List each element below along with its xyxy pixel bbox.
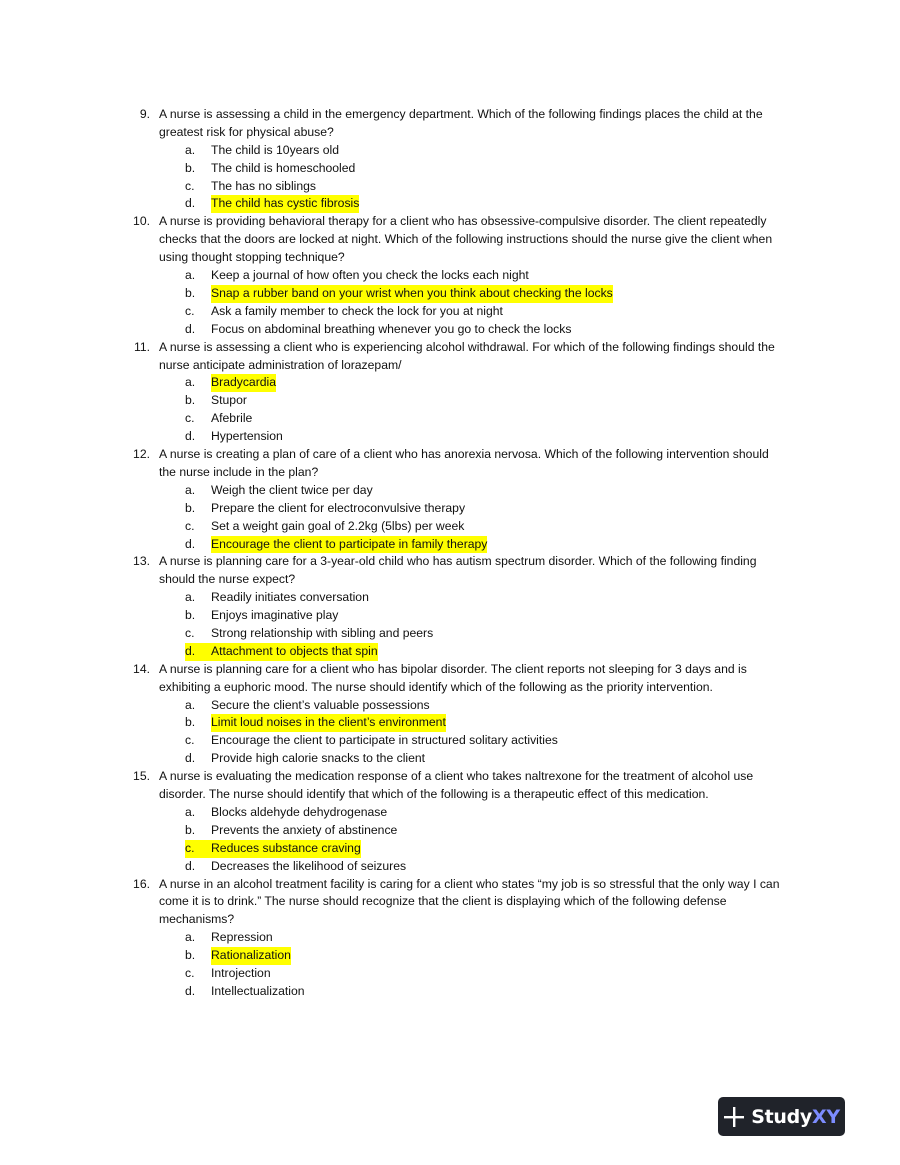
correct-answer-text: Limit loud noises in the client’s environment bbox=[211, 714, 446, 732]
logo-text-study: Study bbox=[751, 1105, 812, 1128]
answer-option bbox=[159, 374, 900, 392]
correct-answer-text: Rationalization bbox=[211, 947, 291, 965]
correct-answer-text: Snap a rubber band on your wrist when you think about checking the locks bbox=[211, 285, 613, 303]
option-letter: d. bbox=[185, 643, 196, 658]
option-letter: a. bbox=[185, 482, 196, 497]
option-letter: a. bbox=[185, 697, 196, 712]
option-text: The child is 10years old bbox=[211, 142, 340, 157]
answer-option bbox=[159, 804, 900, 822]
answer-option bbox=[159, 160, 900, 178]
question-text: A nurse is providing behavioral therapy for a client who has obsessive-compulsive disorder. The client repeatedly checks that the doors are locked at night. Which of the following instructions should the nurse give the client when using thought stopping technique? bbox=[159, 214, 773, 265]
answer-option bbox=[159, 142, 900, 160]
correct-answer-text: Encourage the client to participate in family therapy bbox=[211, 536, 487, 554]
answer-option bbox=[159, 947, 900, 965]
answer-option bbox=[159, 822, 900, 840]
correct-answer-text: Attachment to objects that spin bbox=[211, 643, 378, 658]
option-letter: c. bbox=[185, 178, 195, 193]
question-number: 15. bbox=[133, 769, 150, 784]
correct-answer-text: The child has cystic fibrosis bbox=[211, 195, 359, 213]
answer-option bbox=[159, 178, 900, 196]
option-text: Introjection bbox=[211, 966, 271, 981]
question-text: A nurse is evaluating the medication response of a client who takes naltrexone for the treatment of alcohol use disorder. The nurse should identify that which of the following is a therapeutic effect of this medication. bbox=[159, 769, 754, 802]
question-number: 13. bbox=[133, 554, 150, 569]
answer-option bbox=[159, 929, 900, 947]
question-text: A nurse is assessing a child in the emergency department. Which of the following findings places the child at the greatest risk for physical abuse? bbox=[159, 107, 763, 139]
option-letter: c. bbox=[185, 966, 195, 981]
question-text: A nurse is assessing a client who is experiencing alcohol withdrawal. For which of the following findings should the nurse anticipate administration of lorazepam/ bbox=[159, 339, 775, 372]
answer-option bbox=[159, 840, 900, 858]
option-text: Afebrile bbox=[211, 411, 253, 426]
question-text: A nurse is planning care for a client who has bipolar disorder. The client reports not sleeping for 3 days and is exhibiting a euphoric mood. The nurse should identify which of the following as the priority intervention. bbox=[159, 661, 747, 694]
question-number: 16. bbox=[133, 876, 150, 891]
answer-option bbox=[159, 267, 900, 285]
studyxy-logo[interactable] bbox=[718, 1097, 845, 1136]
question-number: 10. bbox=[133, 214, 150, 229]
answer-option bbox=[159, 195, 900, 213]
option-letter: b. bbox=[185, 285, 196, 300]
option-letter: b. bbox=[185, 948, 196, 963]
option-letter: c. bbox=[185, 840, 195, 855]
question-item bbox=[0, 213, 900, 338]
option-letter: b. bbox=[185, 500, 196, 515]
plus-icon bbox=[723, 1106, 745, 1128]
answer-option bbox=[159, 750, 900, 768]
question-text: A nurse is planning care for a 3-year-old child who has autism spectrum disorder. Which of the following finding should the nurse expect? bbox=[159, 554, 757, 587]
option-text: Repression bbox=[211, 930, 273, 945]
correct-answer-text: Reduces substance craving bbox=[211, 840, 361, 855]
question-item bbox=[0, 661, 900, 768]
question-number: 11. bbox=[133, 339, 150, 354]
answer-option bbox=[159, 732, 900, 750]
option-text: Readily initiates conversation bbox=[211, 590, 369, 605]
option-letter: d. bbox=[185, 429, 196, 444]
question-number: 14. bbox=[133, 661, 150, 676]
question-text: A nurse in an alcohol treatment facility is caring for a client who states “my job is so stressful that the only way I can come it is to drink.” The nurse should recognize that the client is displaying which of the following defense mechanisms? bbox=[159, 876, 780, 927]
option-letter: c. bbox=[185, 518, 195, 533]
question-item bbox=[0, 339, 900, 446]
question-number: 9. bbox=[139, 107, 150, 121]
option-letter: b. bbox=[185, 608, 196, 623]
option-text: Hypertension bbox=[211, 429, 283, 444]
document-body bbox=[0, 106, 900, 1001]
answer-option bbox=[159, 500, 900, 518]
option-letter: c. bbox=[185, 303, 195, 318]
option-letter: a. bbox=[185, 142, 196, 157]
option-text: Blocks aldehyde dehydrogenase bbox=[211, 804, 388, 819]
answer-option bbox=[159, 714, 900, 732]
answer-option bbox=[159, 392, 900, 410]
answer-option bbox=[159, 410, 900, 428]
option-text: Focus on abdominal breathing whenever you go to check the locks bbox=[211, 321, 572, 336]
option-text: The has no siblings bbox=[211, 178, 317, 193]
option-text: Ask a family member to check the lock for you at night bbox=[211, 303, 503, 318]
logo-wordmark bbox=[751, 1106, 840, 1128]
option-letter: b. bbox=[185, 393, 196, 408]
option-letter: a. bbox=[185, 268, 196, 283]
question-text: A nurse is creating a plan of care of a client who has anorexia nervosa. Which of the following intervention should the nurse include in the plan? bbox=[159, 447, 769, 479]
option-text: Secure the client’s valuable possessions bbox=[211, 697, 430, 712]
option-letter: b. bbox=[185, 715, 196, 730]
answer-option bbox=[159, 858, 900, 876]
logo-text-xy: XY bbox=[811, 1105, 840, 1128]
answer-option bbox=[159, 536, 900, 554]
option-letter: d. bbox=[185, 321, 196, 336]
option-letter: d. bbox=[185, 196, 196, 211]
option-letter: c. bbox=[185, 411, 195, 426]
option-letter: a. bbox=[185, 804, 196, 819]
answer-option bbox=[159, 589, 900, 607]
option-text: Encourage the client to participate in structured solitary activities bbox=[211, 733, 558, 748]
option-text: Provide high calorie snacks to the client bbox=[211, 751, 426, 766]
answer-option bbox=[159, 482, 900, 500]
answer-option bbox=[159, 607, 900, 625]
option-letter: b. bbox=[185, 160, 196, 175]
option-letter: c. bbox=[185, 733, 195, 748]
answer-option bbox=[159, 643, 900, 661]
option-letter: d. bbox=[185, 983, 196, 998]
correct-answer-text: Bradycardia bbox=[211, 374, 276, 392]
option-text: Set a weight gain goal of 2.2kg (5lbs) per week bbox=[211, 518, 465, 533]
option-text: The child is homeschooled bbox=[211, 160, 356, 175]
answer-option bbox=[159, 625, 900, 643]
question-number: 12. bbox=[133, 447, 150, 462]
option-letter: a. bbox=[185, 590, 196, 605]
option-text: Prepare the client for electroconvulsive therapy bbox=[211, 500, 466, 515]
question-item bbox=[0, 876, 900, 1001]
question-item bbox=[0, 553, 900, 660]
answer-option bbox=[159, 965, 900, 983]
option-letter: d. bbox=[185, 751, 196, 766]
answer-option bbox=[159, 321, 900, 339]
answer-option bbox=[159, 983, 900, 1001]
question-item bbox=[0, 446, 900, 553]
option-text: Enjoys imaginative play bbox=[211, 608, 339, 623]
option-text: Decreases the likelihood of seizures bbox=[211, 858, 407, 873]
answer-option bbox=[159, 518, 900, 536]
answer-option bbox=[159, 303, 900, 321]
answer-option bbox=[159, 428, 900, 446]
option-text: Strong relationship with sibling and peers bbox=[211, 626, 434, 640]
option-letter: d. bbox=[185, 858, 196, 873]
option-text: Stupor bbox=[211, 393, 247, 408]
option-letter: a. bbox=[185, 930, 196, 945]
question-item bbox=[0, 768, 900, 875]
option-letter: d. bbox=[185, 536, 196, 551]
option-letter: a. bbox=[185, 375, 196, 390]
option-text: Keep a journal of how often you check the locks each night bbox=[211, 268, 529, 283]
answer-option bbox=[159, 697, 900, 715]
question-item bbox=[0, 106, 900, 213]
option-text: Prevents the anxiety of abstinence bbox=[211, 822, 398, 837]
option-text: Weigh the client twice per day bbox=[211, 482, 373, 497]
answer-option bbox=[159, 285, 900, 303]
option-letter: c. bbox=[185, 626, 195, 640]
option-letter: b. bbox=[185, 822, 196, 837]
option-text: Intellectualization bbox=[211, 983, 305, 998]
